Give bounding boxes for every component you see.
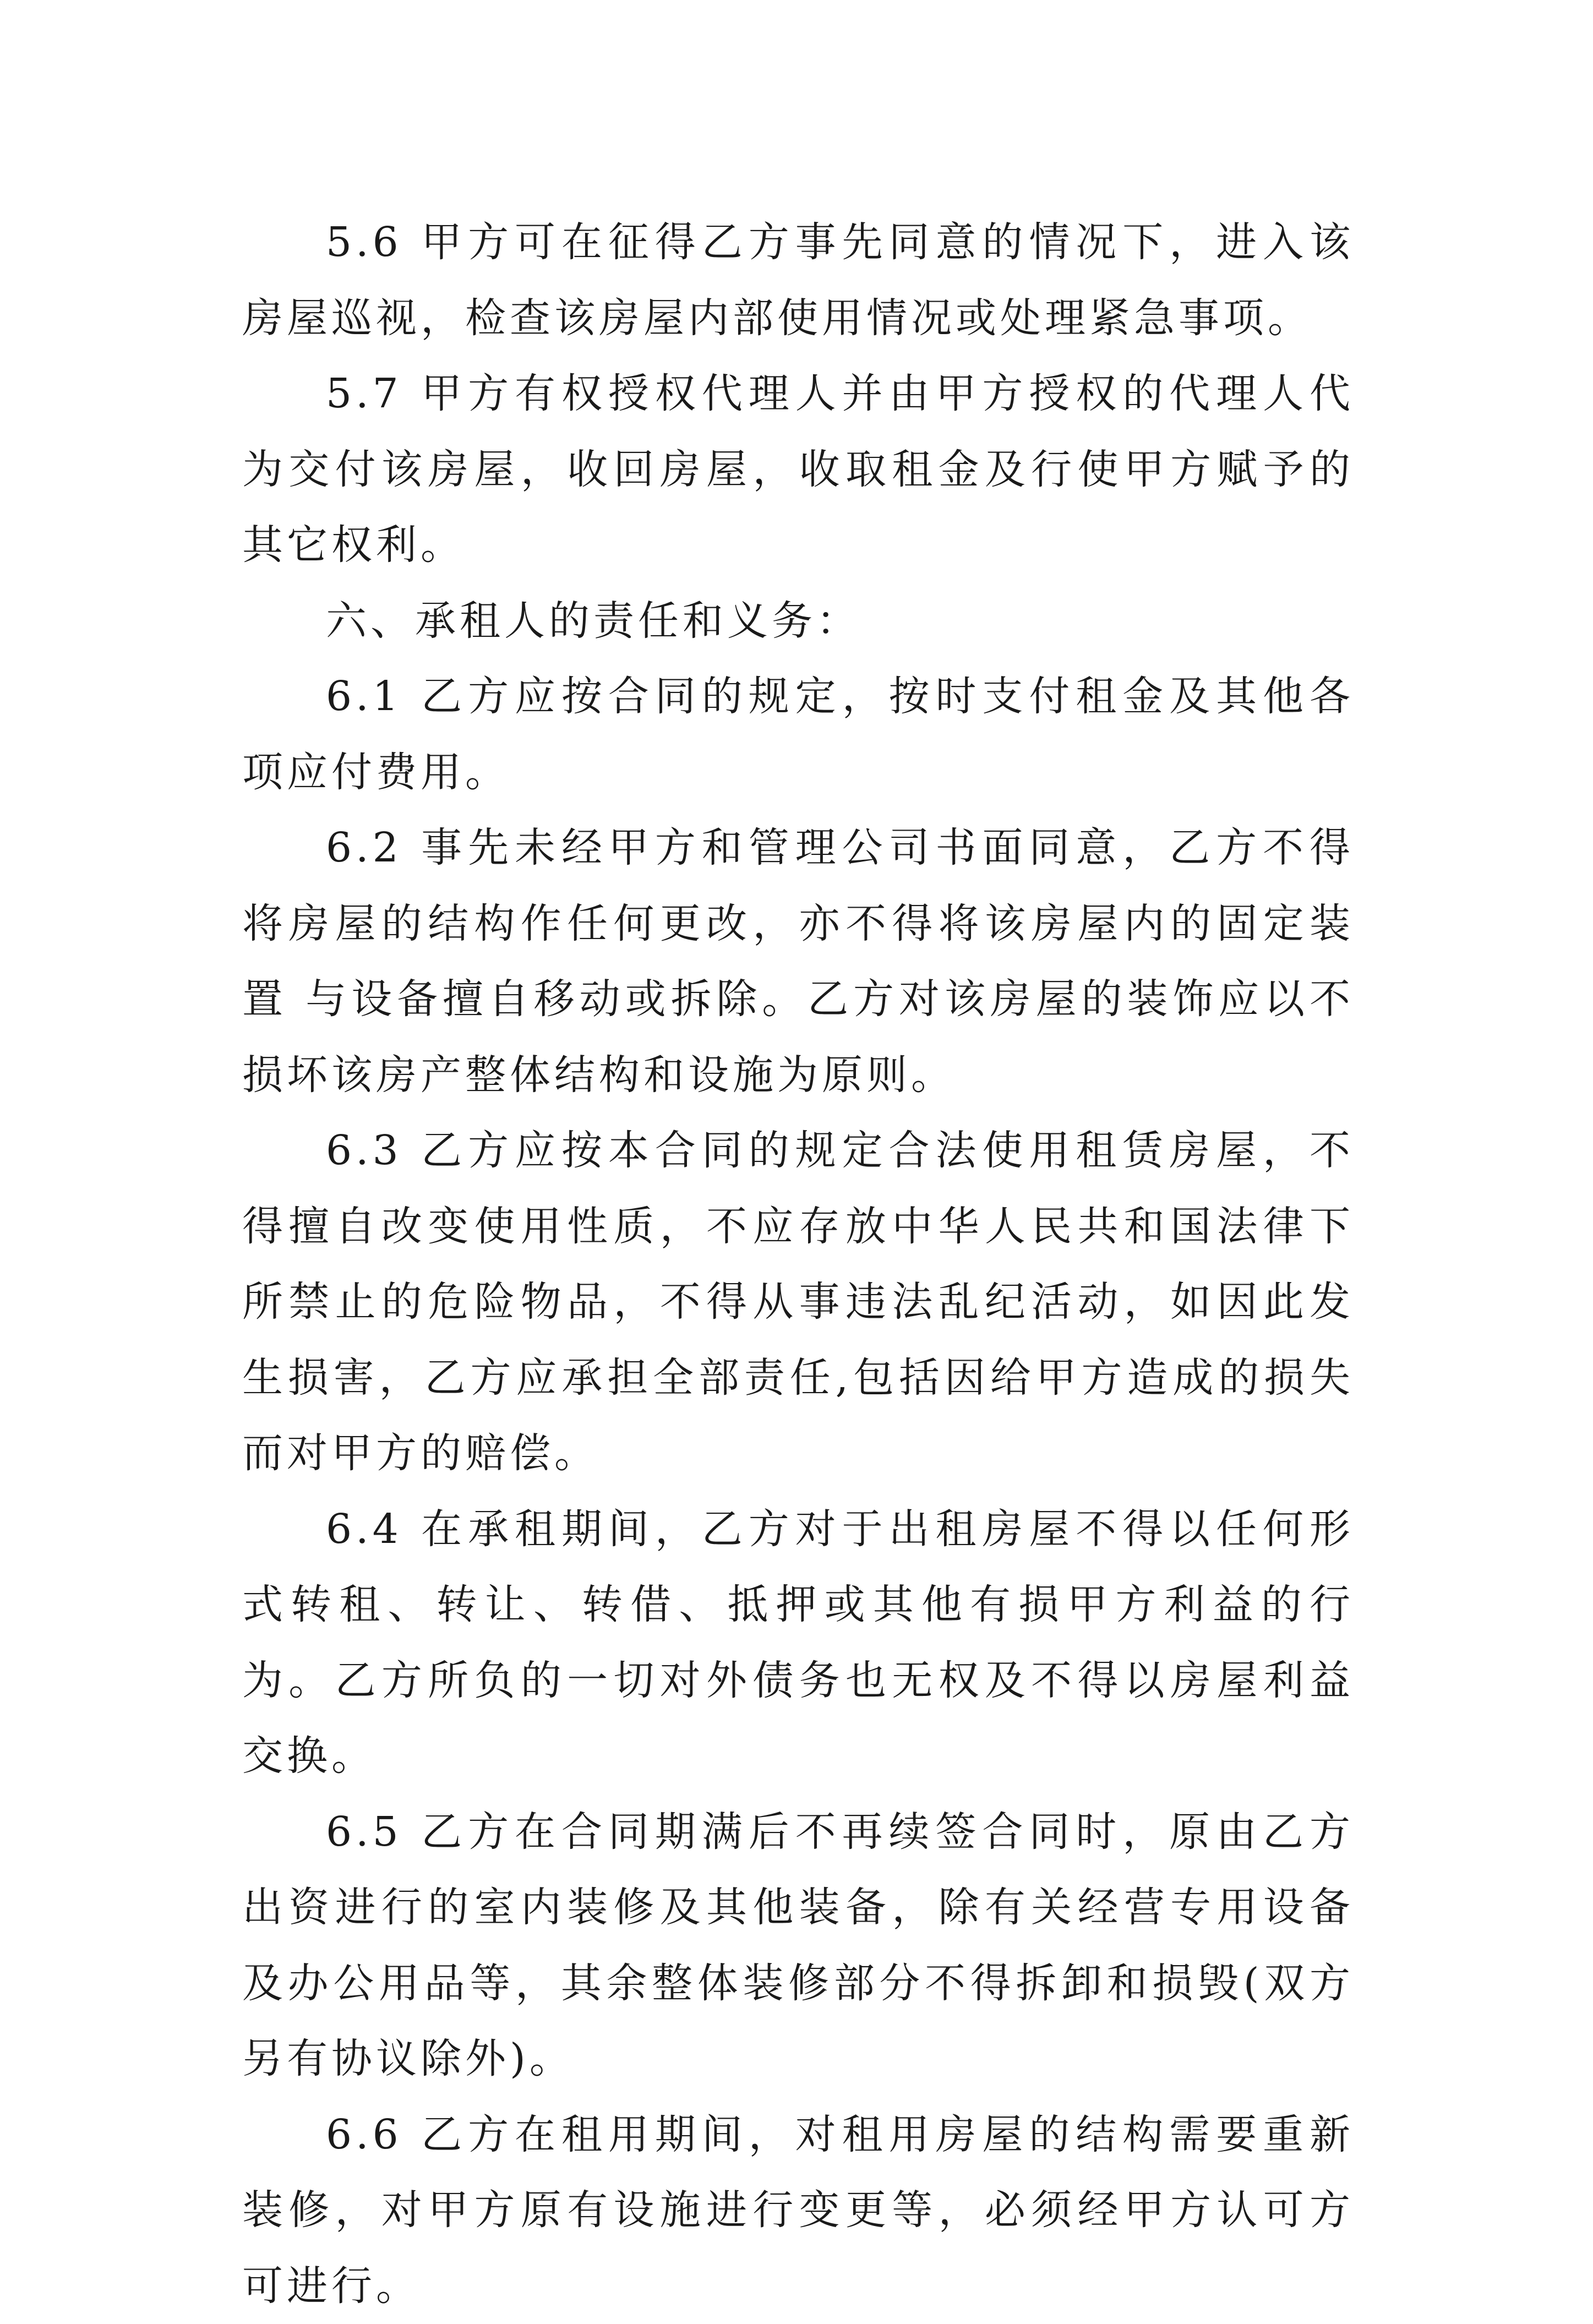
clause-6-2: 6.2 事先未经甲方和管理公司书面同意，乙方不得将房屋的结构作任何更改，亦不得将该房屋内的固定装置 与设备擅自移动或拆除。乙方对该房屋的装饰应以不损坏该房产整体结构和设施为原则。 [242, 810, 1354, 1113]
document-body [242, 205, 1354, 2324]
clause-6-1: 6.1 乙方应按合同的规定，按时支付租金及其他各项应付费用。 [242, 659, 1354, 810]
clause-6-5: 6.5 乙方在合同期满后不再续签合同时，原由乙方出资进行的室内装修及其他装备，除有关经营专用设备及办公用品等，其余整体装修部分不得拆卸和损毁(双方另有协议除外)。 [242, 1794, 1354, 2097]
clause-6-4: 6.4 在承租期间，乙方对于出租房屋不得以任何形式转租、转让、转借、抵押或其他有损甲方利益的行为。乙方所负的一切对外债务也无权及不得以房屋利益交换。 [242, 1492, 1354, 1794]
section-heading-tenant-obligations: 六、承租人的责任和义务： [242, 583, 1354, 659]
clause-6-3: 6.3 乙方应按本合同的规定合法使用租赁房屋，不得擅自改变使用性质，不应存放中华人民共和国法律下所禁止的危险物品，不得从事违法乱纪活动，如因此发生损害，乙方应承担全部责任,包括因给甲方造成的损失而对甲方的赔偿。 [242, 1113, 1354, 1492]
clause-5-6: 5.6 甲方可在征得乙方事先同意的情况下，进入该房屋巡视，检查该房屋内部使用情况或处理紧急事项。 [242, 205, 1354, 356]
clause-6-6: 6.6 乙方在租用期间，对租用房屋的结构需要重新装修，对甲方原有设施进行变更等，必须经甲方认可方可进行。 [242, 2097, 1354, 2324]
clause-5-7: 5.7 甲方有权授权代理人并由甲方授权的代理人代为交付该房屋，收回房屋，收取租金及行使甲方赋予的其它权利。 [242, 356, 1354, 583]
